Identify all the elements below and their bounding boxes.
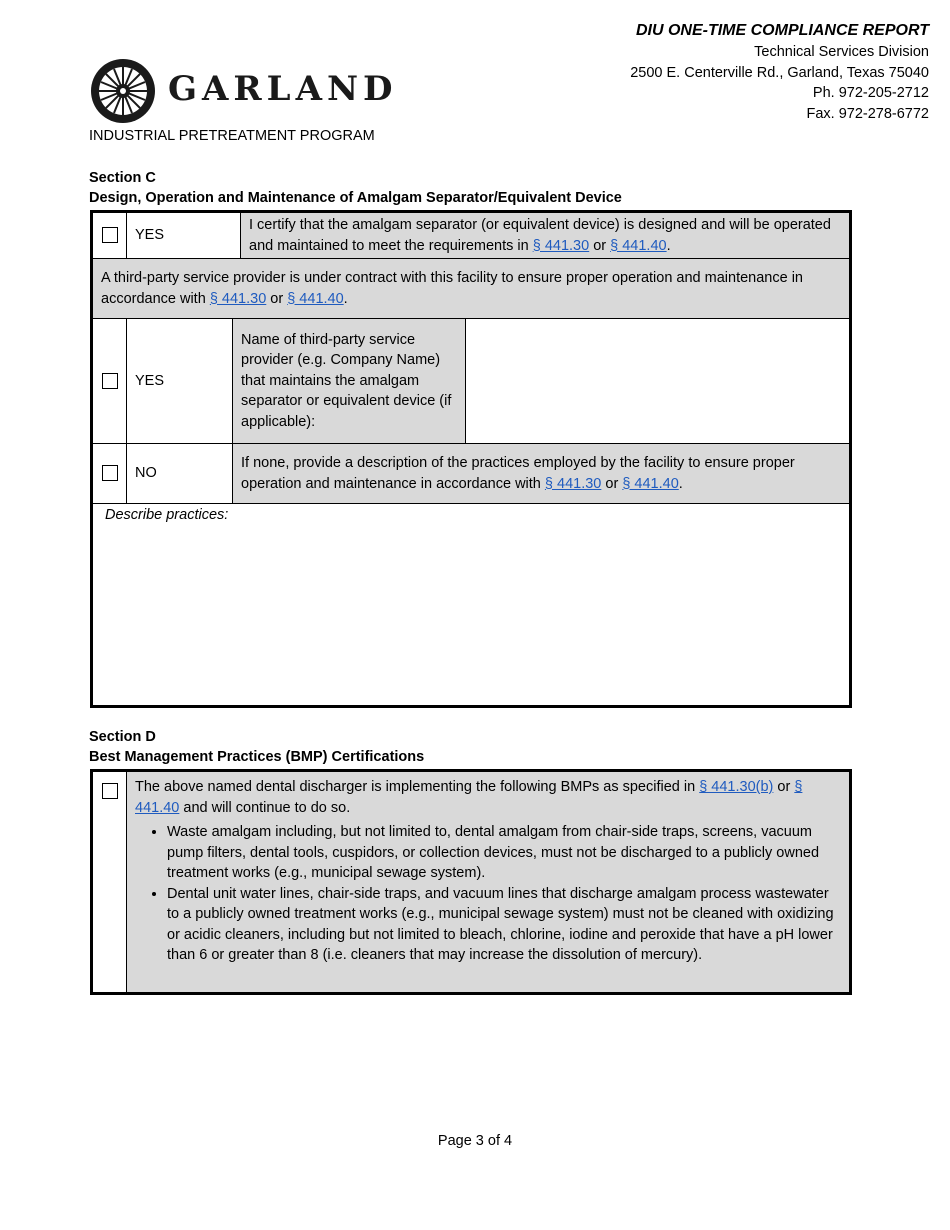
section-c-label: Section C [89,170,156,186]
third-party-yes-label: YES [127,319,233,444]
no-provider-label: NO [127,444,233,504]
no-provider-statement [233,444,851,504]
no-provider-period: . [678,475,683,492]
third-party-yes-row [92,319,851,444]
link-441-30[interactable]: § 441.30 [532,237,590,254]
bmp-row [92,771,851,994]
link-441-30[interactable]: § 441.30 [544,475,602,492]
link-441-40[interactable]: § 441.40 [287,290,344,307]
no-provider-text: If none, provide a description of the practices employed by the facility to ensure proper operation and maintenance in accordance with [241,455,795,492]
bmp-intro-end: and will continue to do so. [179,799,351,816]
certify-checkbox-cell [92,212,127,259]
report-header [630,20,929,124]
describe-practices-label: Describe practices: [105,507,229,523]
certify-statement [241,212,851,259]
no-provider-row [92,444,851,504]
section-d-table [90,769,852,995]
third-party-text: A third-party service provider is under contract with this facility to ensure proper operation and maintenance in accordance with [101,270,803,307]
fax: Fax. 972-278-6772 [806,105,929,122]
link-441-40[interactable]: § 441.40 [135,779,803,816]
bmp-item-waste-amalgam: • Waste amalgam including, but not limited to, dental amalgam from chair-side traps, screens, vacuum pump filters, dental tools, cuspidors, or collection devices, must not be discharged to a publicly owned treatment works (e.g., municipal sewage system). [167,822,841,884]
program-name: INDUSTRIAL PRETREATMENT PROGRAM [89,128,375,144]
third-party-checkbox-cell [92,319,127,444]
address: 2500 E. Centerville Rd., Garland, Texas 75040 [630,64,929,81]
certify-or: or [589,237,611,254]
division: Technical Services Division [754,44,929,60]
section-d-label: Section D [89,729,156,745]
bmp-list [135,822,841,966]
section-d-heading [89,727,424,767]
bmp-item-water-lines: • Dental unit water lines, chair-side traps, and vacuum lines that discharge amalgam process wastewater to a publicly owned treatment works (e.g., municipal sewage system) must not be cleaned with oxidizing or acidic cleaners, including but not limited to bleach, chlorine, iodine and peroxide that have a pH lower than 6 or greater than 8 (i.e. cleaners that may increase the dissolution of mercury). [167,884,841,966]
link-441-40[interactable]: § 441.40 [622,475,679,492]
link-441-30b[interactable]: § 441.30(b) [699,779,774,795]
certify-period: . [666,237,671,254]
bmp-intro-text: The above named dental discharger is implementing the following BMPs as specified in [135,779,700,795]
certify-row [92,212,851,259]
certify-yes-label: YES [127,212,241,259]
bmp-statement [127,771,851,994]
bmp-or: or [773,779,795,795]
bmp-certify-checkbox[interactable] [102,783,118,799]
link-441-40[interactable]: § 441.40 [610,237,667,254]
link-441-30[interactable]: § 441.30 [209,290,267,307]
third-party-statement [92,259,851,319]
third-party-period: . [343,290,348,307]
describe-practices-field[interactable] [92,504,851,707]
garland-seal-icon [88,56,158,126]
third-party-row [92,259,851,319]
page-number: Page 3 of 4 [437,1133,513,1149]
section-c-title: Design, Operation and Maintenance of Amalgam Separator/Equivalent Device [89,190,622,206]
logo-wordmark: GARLAND [168,69,398,109]
bmp-checkbox-cell [92,771,127,994]
bmp-intro [135,777,841,818]
section-d-title: Best Management Practices (BMP) Certifications [89,749,425,765]
no-provider-checkbox-cell [92,444,127,504]
certify-text: I certify that the amalgam separator (or equivalent device) is designed and will be operated and maintained to meet the requirements in [249,217,831,254]
no-provider-or: or [601,475,623,492]
report-title: DIU ONE-TIME COMPLIANCE REPORT [635,22,929,39]
provider-name-input[interactable] [466,319,851,444]
no-provider-checkbox[interactable] [102,465,118,481]
phone: Ph. 972-205-2712 [812,85,929,101]
provider-name-label: Name of third-party service provider (e.g. Company Name) that maintains the amalgam separator or equivalent device (if applicable): [233,319,466,444]
third-party-or: or [266,290,288,307]
third-party-yes-checkbox[interactable] [102,373,118,389]
certify-yes-checkbox[interactable] [102,227,118,243]
garland-logo [88,56,398,126]
section-c-table [90,210,852,708]
section-c-heading [89,168,622,208]
describe-row [92,504,851,707]
